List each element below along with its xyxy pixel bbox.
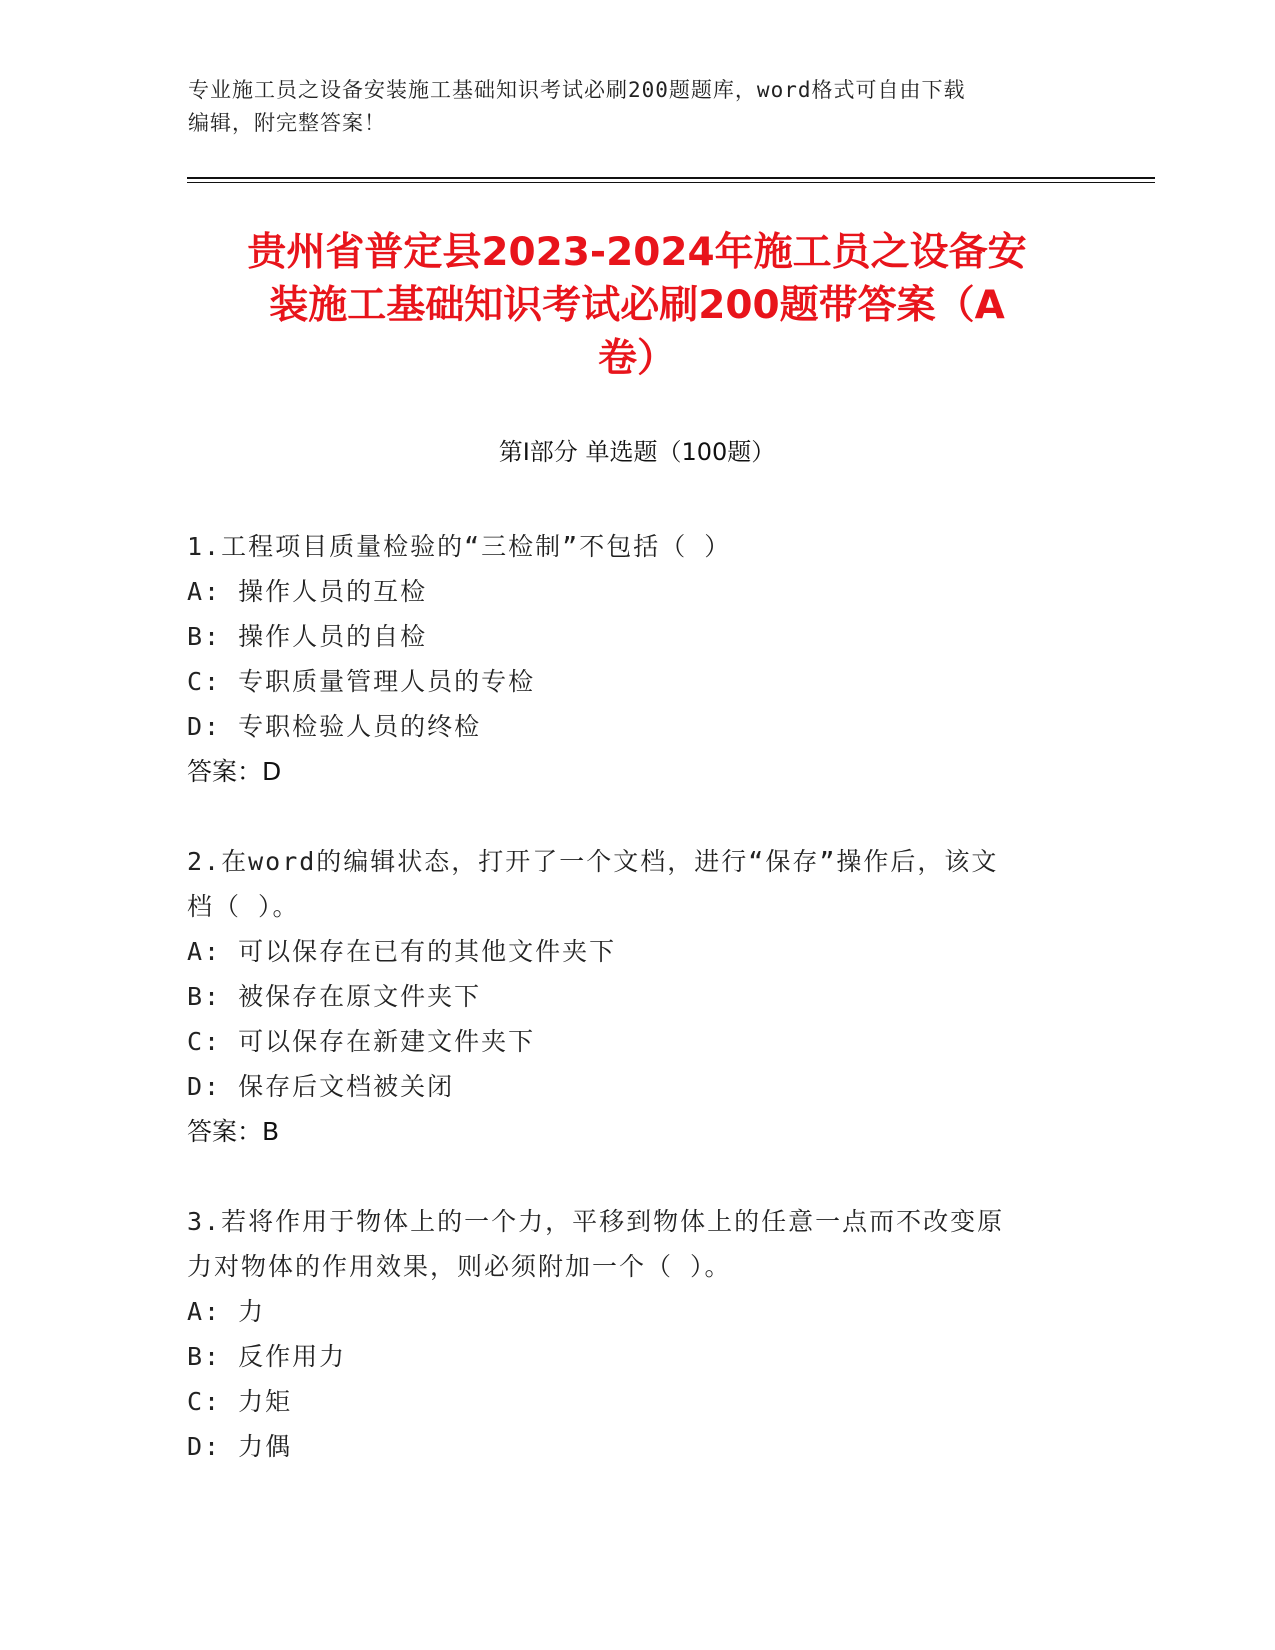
document-title-line-1: 贵州省普定县2023-2024年施工员之设备安 xyxy=(247,230,1027,275)
question-stem: 1.工程项目质量检验的“三检制”不包括（ ） xyxy=(187,532,732,561)
option-d: D: 专职检验人员的终检 xyxy=(187,712,482,741)
section-heading: 第Ⅰ部分 单选题（100题） xyxy=(498,438,776,466)
header-note-line-2: 编辑，附完整答案！ xyxy=(188,111,386,135)
document-title-line-3: 卷） xyxy=(597,336,676,381)
question-stem: 3.若将作用于物体上的一个力，平移到物体上的任意一点而不改变原 xyxy=(187,1207,1005,1236)
question-3 xyxy=(187,1199,1087,1469)
option-a: A: 力 xyxy=(187,1297,266,1326)
document-title-line-2: 装施工基础知识考试必刷200题带答案（A xyxy=(269,283,1005,328)
option-c: C: 力矩 xyxy=(187,1387,293,1416)
header-note-line-1: 专业施工员之设备安装施工基础知识考试必刷200题题库，word格式可自由下载 xyxy=(188,78,966,102)
answer: 答案：D xyxy=(187,757,282,786)
option-b: B: 被保存在原文件夹下 xyxy=(187,982,482,1011)
option-c: C: 可以保存在新建文件夹下 xyxy=(187,1027,536,1056)
option-a: A: 可以保存在已有的其他文件夹下 xyxy=(187,937,617,966)
header-divider-thin xyxy=(187,182,1155,183)
question-stem-continued: 档（ ）。 xyxy=(187,892,300,921)
option-d: D: 保存后文档被关闭 xyxy=(187,1072,455,1101)
header-note xyxy=(188,74,1068,140)
question-2 xyxy=(187,839,1087,1154)
question-1 xyxy=(187,524,1087,794)
option-d: D: 力偶 xyxy=(187,1432,293,1461)
answer: 答案：B xyxy=(187,1117,280,1146)
option-b: B: 操作人员的自检 xyxy=(187,622,428,651)
question-list xyxy=(187,524,1087,1514)
question-stem: 2.在word的编辑状态，打开了一个文档，进行“保存”操作后，该文 xyxy=(187,847,999,876)
option-a: A: 操作人员的互检 xyxy=(187,577,428,606)
document-title xyxy=(187,226,1087,385)
question-stem-continued: 力对物体的作用效果，则必须附加一个（ ）。 xyxy=(187,1252,732,1281)
option-c: C: 专职质量管理人员的专检 xyxy=(187,667,536,696)
option-b: B: 反作用力 xyxy=(187,1342,347,1371)
header-divider-thick xyxy=(187,177,1155,179)
